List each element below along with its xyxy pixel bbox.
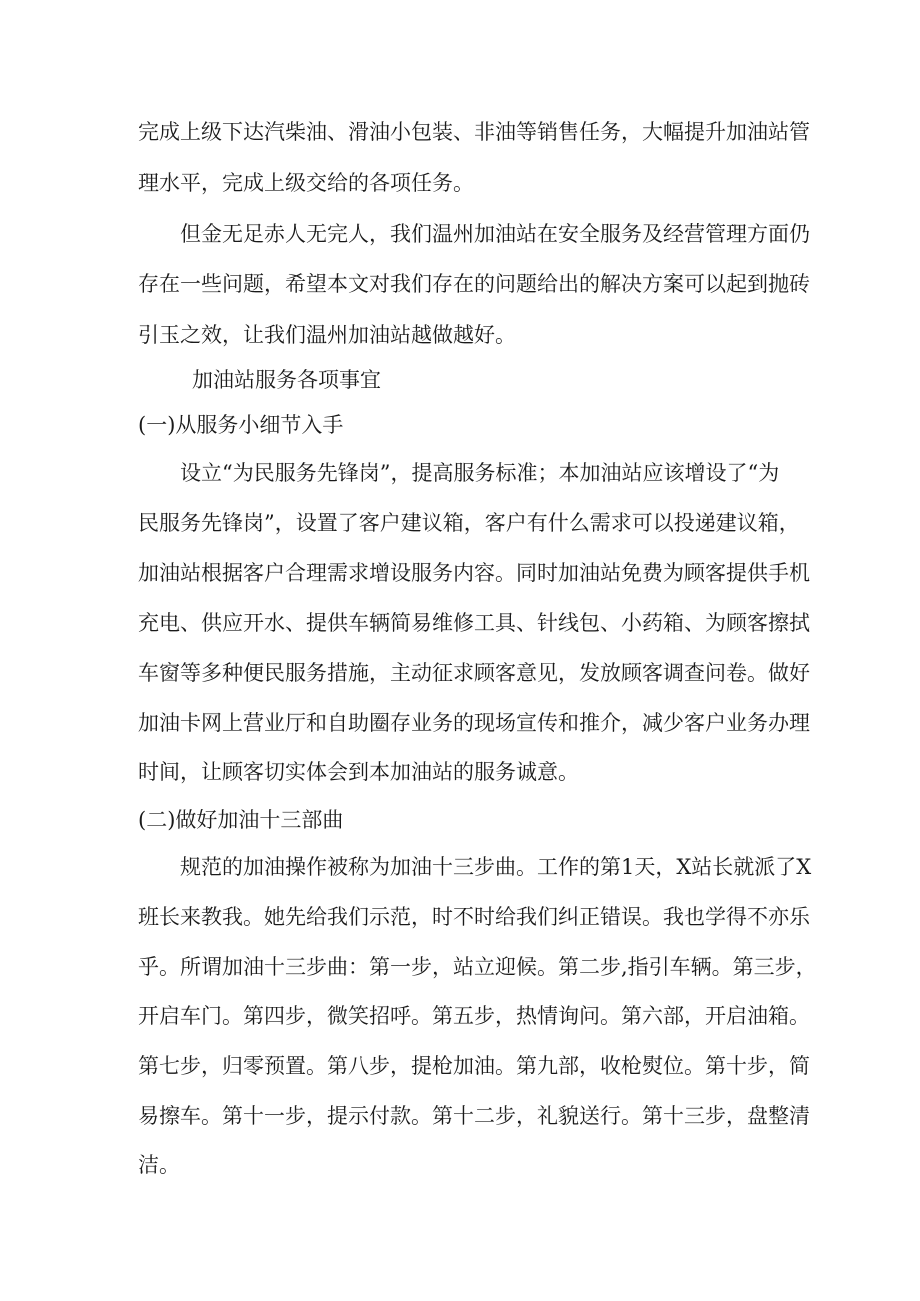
body-text-line: 洁。 (138, 1153, 180, 1177)
body-text-line: 充电、供应开水、提供车辆简易维修工具、针线包、小药箱、为顾客擦拭 (138, 611, 810, 635)
body-text-line: 加油站根据客户合理需求增设服务内容。同时加油站免费为顾客提供手机 (138, 561, 810, 585)
body-text-line: 民服务先锋岗”，设置了客户建议箱，客户有什么需求可以投递建议箱， (138, 511, 800, 535)
body-text-line: 班长来教我。她先给我们示范，时不时给我们纠正错误。我也学得不亦乐 (138, 905, 810, 929)
subsection-heading: (一)从服务小细节入手 (138, 413, 344, 437)
body-text-line: 易擦车。第十一步，提示付款。第十二步，礼貌送行。第十三步，盘整清 (138, 1104, 810, 1128)
subsection-heading: (二)做好加油十三部曲 (138, 808, 344, 832)
paragraph-first-line: 但金无足赤人无完人，我们温州加油站在安全服务及经营管理方面仍 (180, 222, 810, 246)
body-text-line: 开启车门。第四步，微笑招呼。第五步，热情询问。第六部，开启油箱。 (138, 1004, 810, 1028)
body-text-line: 第七步，归零预置。第八步，提枪加油。第九部，收枪熨位。第十步，简 (138, 1054, 810, 1078)
body-text-line: 理水平，完成上级交给的各项任务。 (138, 171, 474, 195)
body-text-line: 时间，让顾客切实体会到本加油站的服务诚意。 (138, 760, 579, 784)
body-text-line: 完成上级下达汽柴油、滑油小包装、非油等销售任务，大幅提升加油站管 (138, 120, 810, 144)
body-text-line: 车窗等多种便民服务措施，主动征求顾客意见，发放顾客调查问卷。做好 (138, 661, 810, 685)
section-heading: 加油站服务各项事宜 (192, 368, 381, 392)
body-text-line: 引玉之效，让我们温州加油站越做越好。 (138, 323, 516, 347)
body-text-line: 存在一些问题，希望本文对我们存在的问题给出的解决方案可以起到抛砖 (138, 272, 810, 296)
body-text-line: 乎。所谓加油十三步曲：第一步，站立迎候。第二步,指引车辆。第三步， (138, 955, 817, 979)
paragraph-first-line: 设立“为民服务先锋岗”，提高服务标准；本加油站应该增设了“为 (180, 461, 780, 485)
paragraph-first-line: 规范的加油操作被称为加油十三步曲。工作的第1天，X站长就派了X (180, 855, 812, 879)
body-text-line: 加油卡网上营业厅和自助圈存业务的现场宣传和推介，减少客户业务办理 (138, 711, 810, 735)
